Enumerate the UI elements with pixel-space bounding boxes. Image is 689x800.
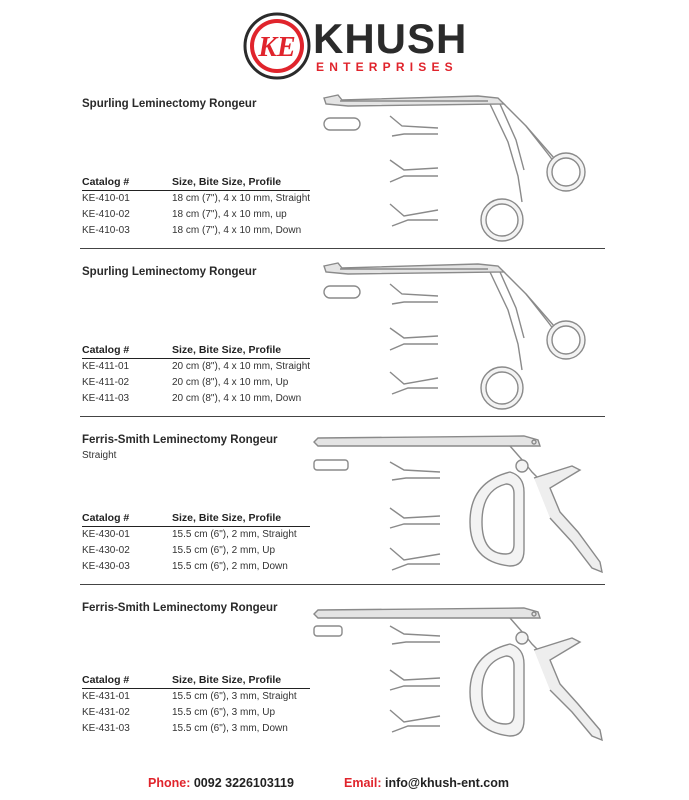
ferris-smith-rongeur-icon: [310, 604, 610, 752]
brand-tagline: ENTERPRISES: [316, 60, 458, 74]
catalog-header: Catalog #: [82, 344, 130, 356]
product-title: Spurling Leminectomy Rongeur: [82, 266, 257, 278]
catalog-cell: KE-431-03: [82, 723, 130, 734]
spurling-rongeur-icon: [318, 90, 618, 248]
table-header-rule: [82, 526, 310, 527]
section-divider: [80, 248, 605, 249]
spec-cell: 15.5 cm (6"), 2 mm, Up: [172, 545, 276, 556]
catalog-header: Catalog #: [82, 674, 130, 686]
brand-logo-icon: [243, 12, 311, 80]
page-header: [0, 0, 689, 90]
section-divider: [80, 584, 605, 585]
spec-cell: 20 cm (8"), 4 x 10 mm, Down: [172, 393, 302, 404]
catalog-cell: KE-430-03: [82, 561, 130, 572]
product-subtitle: Straight: [82, 450, 117, 461]
spec-cell: 18 cm (7"), 4 x 10 mm, Straight: [172, 193, 311, 204]
catalog-cell: KE-430-01: [82, 529, 130, 540]
spec-cell: 18 cm (7"), 4 x 10 mm, Down: [172, 225, 302, 236]
spec-cell: 15.5 cm (6"), 3 mm, Straight: [172, 691, 297, 702]
spec-cell: 15.5 cm (6"), 3 mm, Down: [172, 723, 288, 734]
catalog-cell: KE-410-03: [82, 225, 130, 236]
catalog-cell: KE-411-02: [82, 377, 130, 388]
spec-cell: 15.5 cm (6"), 3 mm, Up: [172, 707, 276, 718]
catalog-cell: KE-411-01: [82, 361, 130, 372]
size-header: Size, Bite Size, Profile: [172, 176, 282, 188]
table-header-rule: [82, 688, 310, 689]
catalog-header: Catalog #: [82, 512, 130, 524]
logo-monogram: KE: [258, 32, 296, 63]
table-header-rule: [82, 190, 310, 191]
spec-cell: 20 cm (8"), 4 x 10 mm, Up: [172, 377, 289, 388]
size-header: Size, Bite Size, Profile: [172, 674, 282, 686]
size-header: Size, Bite Size, Profile: [172, 512, 282, 524]
spec-cell: 18 cm (7"), 4 x 10 mm, up: [172, 209, 287, 220]
spec-cell: 15.5 cm (6"), 2 mm, Down: [172, 561, 288, 572]
spec-cell: 15.5 cm (6"), 2 mm, Straight: [172, 529, 297, 540]
product-section-4: [0, 594, 689, 762]
email-label: Email:: [344, 776, 382, 790]
catalog-header: Catalog #: [82, 176, 130, 188]
product-title: Spurling Leminectomy Rongeur: [82, 98, 257, 110]
catalog-cell: KE-431-02: [82, 707, 130, 718]
catalog-cell: KE-411-03: [82, 393, 130, 404]
catalog-cell: KE-410-01: [82, 193, 130, 204]
ferris-smith-rongeur-icon: [310, 432, 610, 584]
table-header-rule: [82, 358, 310, 359]
size-header: Size, Bite Size, Profile: [172, 344, 282, 356]
phone-number[interactable]: 0092 3226103119: [193, 776, 294, 790]
catalog-cell: KE-431-01: [82, 691, 130, 702]
catalog-cell: KE-410-02: [82, 209, 130, 220]
contact-footer: [0, 772, 689, 796]
product-section-2: [0, 258, 689, 426]
brand-name: KHUSH: [313, 15, 468, 62]
product-title: Ferris-Smith Leminectomy Rongeur: [82, 434, 278, 446]
catalog-cell: KE-430-02: [82, 545, 130, 556]
product-section-3: [0, 426, 689, 594]
product-title: Ferris-Smith Leminectomy Rongeur: [82, 602, 278, 614]
product-section-1: [0, 90, 689, 258]
section-divider: [80, 416, 605, 417]
email-address[interactable]: info@khush-ent.com: [385, 776, 509, 790]
phone-label: Phone:: [148, 776, 191, 790]
spec-cell: 20 cm (8"), 4 x 10 mm, Straight: [172, 361, 311, 372]
spurling-rongeur-icon: [318, 258, 618, 416]
